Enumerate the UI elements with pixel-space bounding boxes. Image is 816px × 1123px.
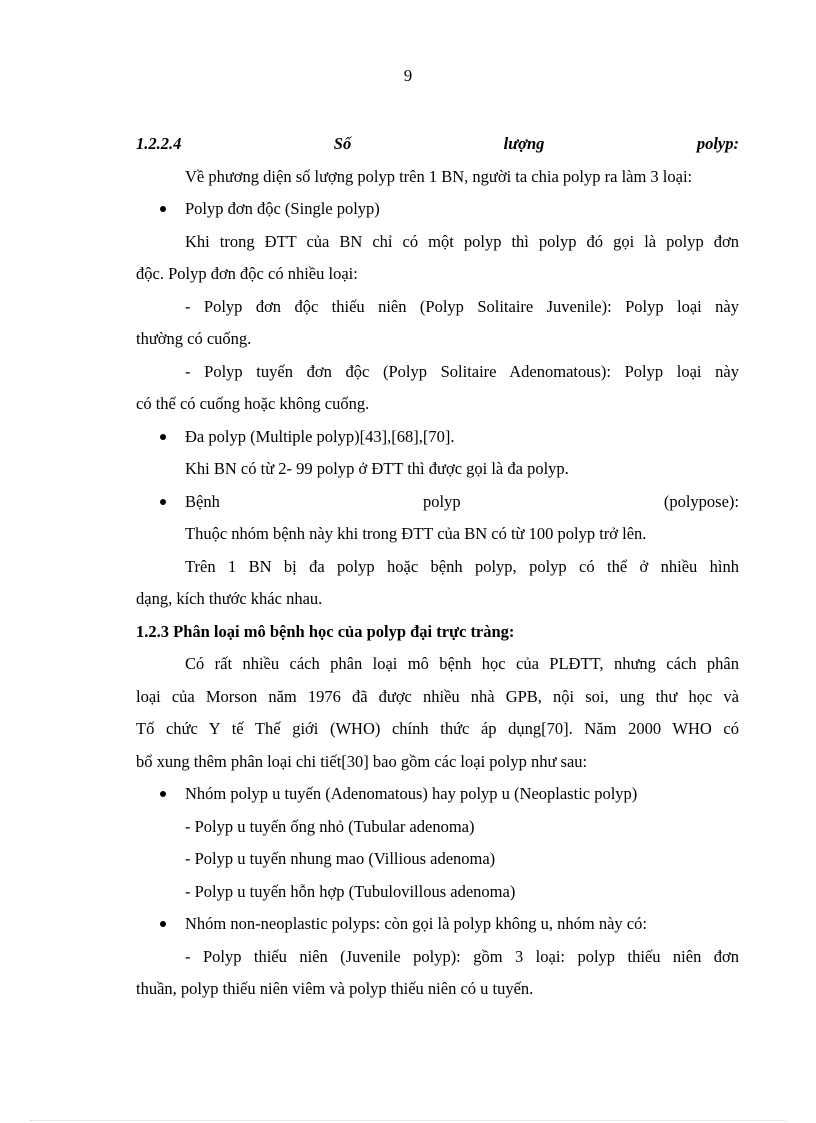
bullet-icon bbox=[160, 206, 166, 212]
document-body bbox=[136, 128, 739, 1006]
paragraph-line: thường có cuống. bbox=[136, 329, 252, 348]
bullet-text: Đa polyp (Multiple polyp)[43],[68],[70]. bbox=[185, 426, 455, 446]
bullet-text: polyp bbox=[423, 491, 461, 511]
bullet-multiple-polyp bbox=[136, 421, 739, 454]
paragraph-line: - Polyp tuyến đơn độc (Polyp Solitaire Adenomatous): Polyp loại này bbox=[185, 361, 739, 381]
paragraph-line: thuần, polyp thiếu niên viêm và polyp thiếu niên có u tuyến. bbox=[136, 979, 534, 998]
bullet-text: (polypose): bbox=[663, 491, 739, 511]
bullet-text: Polyp đơn độc (Single polyp) bbox=[185, 199, 380, 218]
bullet-single-polyp bbox=[136, 193, 739, 226]
page-bottom-rule bbox=[30, 1120, 786, 1121]
sub-item: - Polyp u tuyến hỗn hợp (Tubulovillous adenoma) bbox=[185, 881, 516, 901]
bullet-text: Nhóm polyp u tuyến (Adenomatous) hay polyp u (Neoplastic polyp) bbox=[185, 784, 638, 803]
bullet-polypose bbox=[136, 486, 739, 519]
heading-word: lượng bbox=[503, 134, 545, 153]
heading-word: Số bbox=[333, 134, 352, 153]
bullet-icon bbox=[160, 791, 166, 797]
heading-word: polyp: bbox=[696, 134, 739, 153]
bullet-icon bbox=[160, 921, 166, 927]
paragraph-line: dạng, kích thước khác nhau. bbox=[136, 589, 323, 608]
paragraph-line: bổ xung thêm phân loại chi tiết[30] bao gồm các loại polyp như sau: bbox=[136, 751, 588, 771]
bullet-icon bbox=[160, 499, 166, 505]
bullet-adenomatous bbox=[136, 778, 739, 811]
paragraph-line: Thuộc nhóm bệnh này khi trong ĐTT của BN có từ 100 polyp trở lên. bbox=[185, 524, 647, 543]
paragraph-line: - Polyp thiếu niên (Juvenile polyp): gồm 3 loại: polyp thiếu niên đơn bbox=[185, 946, 739, 966]
bullet-text: Nhóm non-neoplastic polyps: còn gọi là polyp không u, nhóm này có: bbox=[185, 914, 647, 933]
paragraph-line: độc. Polyp đơn độc có nhiều loại: bbox=[136, 264, 358, 283]
paragraph-line: Trên 1 BN bị đa polyp hoặc bệnh polyp, polyp có thể ở nhiều hình bbox=[185, 556, 739, 576]
section-heading-123: 1.2.3 Phân loại mô bệnh học của polyp đại trực tràng: bbox=[136, 621, 515, 641]
paragraph-line: Có rất nhiều cách phân loại mô bệnh học của PLĐTT, nhưng cách phân bbox=[185, 654, 739, 673]
paragraph-line: có thể có cuống hoặc không cuống. bbox=[136, 394, 370, 413]
paragraph-line: - Polyp đơn độc thiếu niên (Polyp Solitaire Juvenile): Polyp loại này bbox=[185, 296, 739, 316]
section-heading-1224 bbox=[136, 128, 739, 161]
page-number: 9 bbox=[403, 66, 413, 85]
sub-item: - Polyp u tuyến ống nhỏ (Tubular adenoma) bbox=[185, 816, 475, 836]
paragraph-line: loại của Morson năm 1976 đã được nhiều nhà GPB, nội soi, ung thư học và bbox=[136, 686, 739, 706]
paragraph-line: Khi BN có từ 2- 99 polyp ở ĐTT thì được gọi là đa polyp. bbox=[185, 459, 569, 478]
paragraph-intro: Về phương diện số lượng polyp trên 1 BN, người ta chia polyp ra làm 3 loại: bbox=[185, 166, 693, 186]
bullet-icon bbox=[160, 434, 166, 440]
bullet-non-neoplastic bbox=[136, 908, 739, 941]
bullet-text: Bệnh bbox=[185, 491, 220, 511]
heading-number: 1.2.2.4 bbox=[136, 134, 182, 153]
paragraph-line: Khi trong ĐTT của BN chỉ có một polyp thì polyp đó gọi là polyp đơn bbox=[185, 231, 739, 251]
sub-item: - Polyp u tuyến nhung mao (Villious adenoma) bbox=[185, 849, 496, 868]
paragraph-line: Tổ chức Y tế Thế giới (WHO) chính thức áp dụng[70]. Năm 2000 WHO có bbox=[136, 719, 739, 738]
